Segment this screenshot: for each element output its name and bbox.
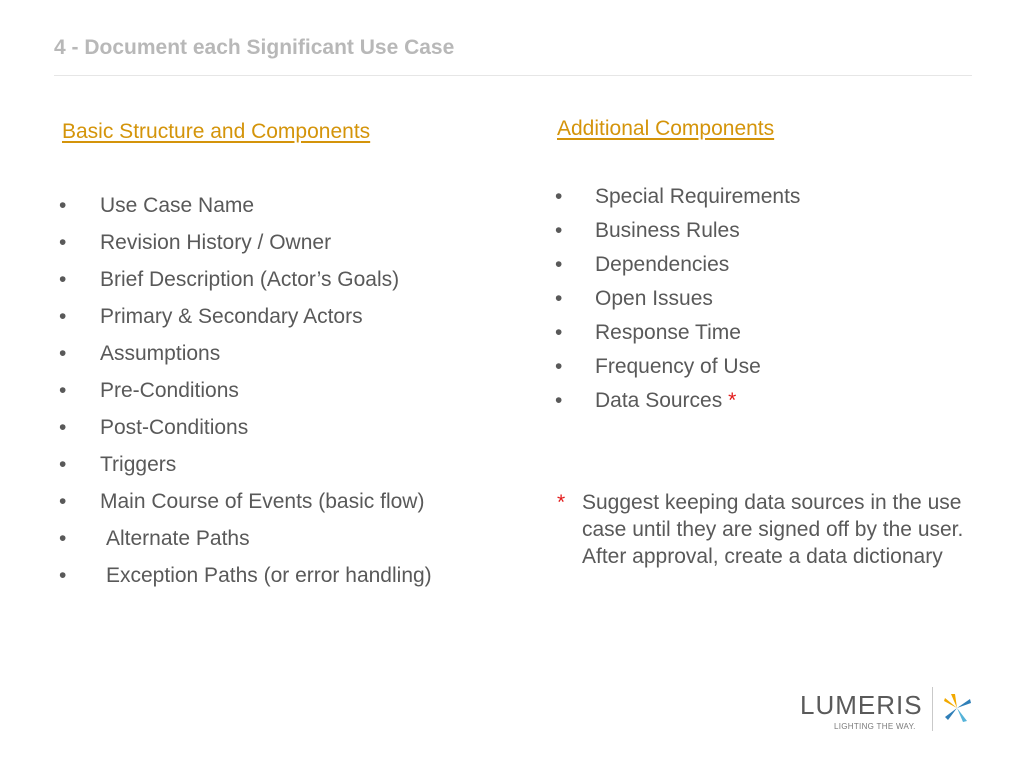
bullet-icon: • — [59, 490, 67, 513]
data-sources-footnote — [557, 489, 977, 570]
footnote-asterisk: * — [557, 491, 566, 514]
list-item: • Revision History / Owner — [59, 231, 332, 254]
list-item: • Primary & Secondary Actors — [59, 305, 363, 328]
list-item: • Pre-Conditions — [59, 379, 239, 402]
basic-components-list — [59, 193, 432, 600]
footnote-text: Suggest keeping data sources in the use case until they are signed off by the user. After approval, create a data dictionary — [582, 491, 964, 568]
logo-tagline: LIGHTING THE WAY. — [834, 722, 916, 731]
bullet-icon: • — [59, 564, 67, 587]
bullet-icon: • — [59, 527, 67, 550]
list-item: • Alternate Paths — [59, 527, 250, 550]
bullet-icon: • — [59, 305, 67, 328]
slide-title: 4 - Document each Significant Use Case — [54, 36, 455, 59]
basic-structure-heading: Basic Structure and Components — [62, 120, 371, 143]
svg-text:LUMERIS: LUMERIS — [800, 692, 923, 720]
lumeris-logo — [800, 685, 980, 735]
logo-wordmark-art — [800, 692, 928, 720]
bullet-icon: • — [555, 219, 563, 242]
list-item: • Special Requirements — [555, 185, 801, 208]
list-item: • Business Rules — [555, 219, 740, 242]
bullet-icon: • — [555, 389, 563, 412]
bullet-icon: • — [59, 342, 67, 365]
list-item: • Response Time — [555, 321, 741, 344]
title-divider — [54, 75, 972, 76]
bullet-icon: • — [555, 321, 563, 344]
list-item: • Data Sources * — [555, 389, 737, 412]
list-item: • Post-Conditions — [59, 416, 249, 439]
bullet-icon: • — [59, 453, 67, 476]
bullet-icon: • — [555, 355, 563, 378]
bullet-icon: • — [555, 287, 563, 310]
list-item: • Brief Description (Actor’s Goals) — [59, 268, 400, 291]
lumeris-star-icon — [940, 691, 974, 725]
list-item: • Frequency of Use — [555, 355, 761, 378]
list-item: • Main Course of Events (basic flow) — [59, 490, 425, 513]
list-item: • Dependencies — [555, 253, 730, 276]
additional-components-heading: Additional Components — [557, 117, 775, 140]
list-item: • Use Case Name — [59, 194, 255, 217]
logo-divider — [932, 687, 933, 731]
asterisk-marker: * — [728, 389, 737, 412]
list-item: • Triggers — [59, 453, 177, 476]
bullet-icon: • — [59, 194, 67, 217]
bullet-icon: • — [59, 268, 67, 291]
list-item: • Assumptions — [59, 342, 221, 365]
bullet-icon: • — [555, 185, 563, 208]
list-item: • Exception Paths (or error handling) — [59, 564, 432, 587]
list-item: • Open Issues — [555, 287, 713, 310]
additional-components-list — [555, 184, 800, 422]
bullet-icon: • — [555, 253, 563, 276]
bullet-icon: • — [59, 416, 67, 439]
bullet-icon: • — [59, 231, 67, 254]
bullet-icon: • — [59, 379, 67, 402]
